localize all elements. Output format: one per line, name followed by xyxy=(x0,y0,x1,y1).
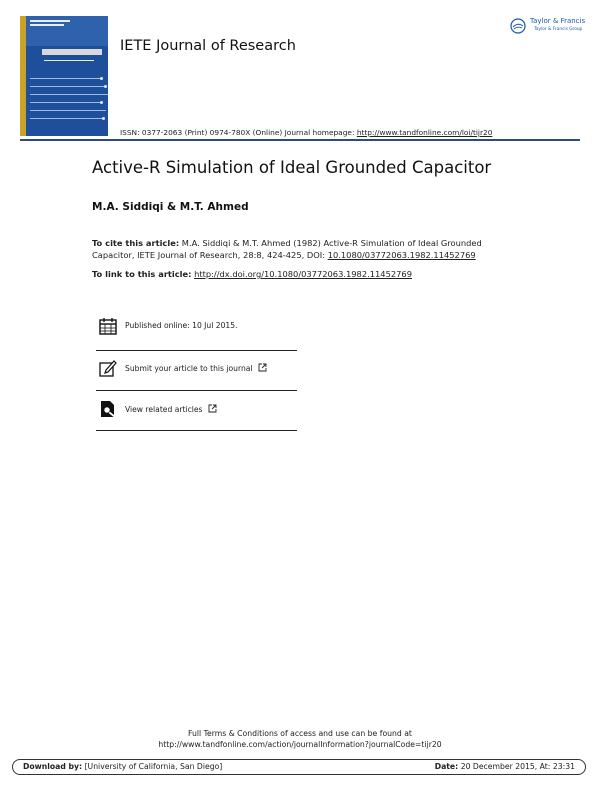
footer-terms-line1: Full Terms & Conditions of access and use can be found at xyxy=(188,729,412,738)
issn-text: ISSN: 0377-2063 (Print) 0974-780X (Online) Journal homepage: xyxy=(120,128,355,137)
publisher-logo-name: Taylor & Francis xyxy=(530,17,586,25)
related-articles-text: View related articles xyxy=(125,404,217,414)
submit-article-text: Submit your article to this journal xyxy=(125,363,267,373)
journal-name: IETE Journal of Research xyxy=(120,38,296,54)
panel-divider xyxy=(96,430,297,431)
edit-icon xyxy=(99,359,117,377)
citation-block xyxy=(92,237,482,261)
journal-homepage-link[interactable]: http://www.tandfonline.com/loi/tijr20 xyxy=(356,128,493,137)
external-link-icon xyxy=(208,404,217,413)
article-doi-url[interactable]: http://dx.doi.org/10.1080/03772063.1982.11452769 xyxy=(194,269,412,279)
article-title: Active-R Simulation of Ideal Grounded Capacitor xyxy=(92,158,492,177)
citation-text-line1: M.A. Siddiqi & M.T. Ahmed (1982) Active-R Simulation of Ideal Grounded xyxy=(181,238,482,248)
document-search-icon xyxy=(99,400,117,418)
citation-doi-link[interactable]: 10.1080/03772063.1982.11452769 xyxy=(327,250,476,260)
citation-text-line2: Capacitor, IETE Journal of Research, 28:8, 424-425, DOI: xyxy=(92,250,326,260)
header-divider xyxy=(20,139,580,141)
related-articles-link[interactable] xyxy=(96,392,297,432)
published-online-row xyxy=(96,309,297,349)
footer-terms-url[interactable]: http://www.tandfonline.com/action/journalInformation?journalCode=tijr20 xyxy=(158,740,442,749)
journal-cover-image xyxy=(20,16,108,136)
submit-article-link[interactable] xyxy=(96,351,297,391)
footer-terms xyxy=(0,728,600,750)
publisher-logo-icon xyxy=(510,18,526,34)
downloaded-by: Download by: [University of California, San Diego] xyxy=(23,762,223,771)
calendar-icon xyxy=(99,317,117,335)
article-link-block xyxy=(92,268,412,280)
download-info-box xyxy=(12,759,586,775)
download-date: Date: 20 December 2015, At: 23:31 xyxy=(434,762,575,771)
article-authors: M.A. Siddiqi & M.T. Ahmed xyxy=(92,201,249,213)
publisher-logo-sub: Taylor & Francis Group xyxy=(534,27,583,32)
citation-label: To cite this article: xyxy=(92,238,180,248)
issn-line xyxy=(120,128,492,137)
published-online-text: Published online: 10 Jul 2015. xyxy=(125,321,238,330)
link-label: To link to this article: xyxy=(92,269,192,279)
panel-divider xyxy=(96,390,297,391)
external-link-icon xyxy=(258,363,267,372)
publisher-logo xyxy=(510,17,586,37)
